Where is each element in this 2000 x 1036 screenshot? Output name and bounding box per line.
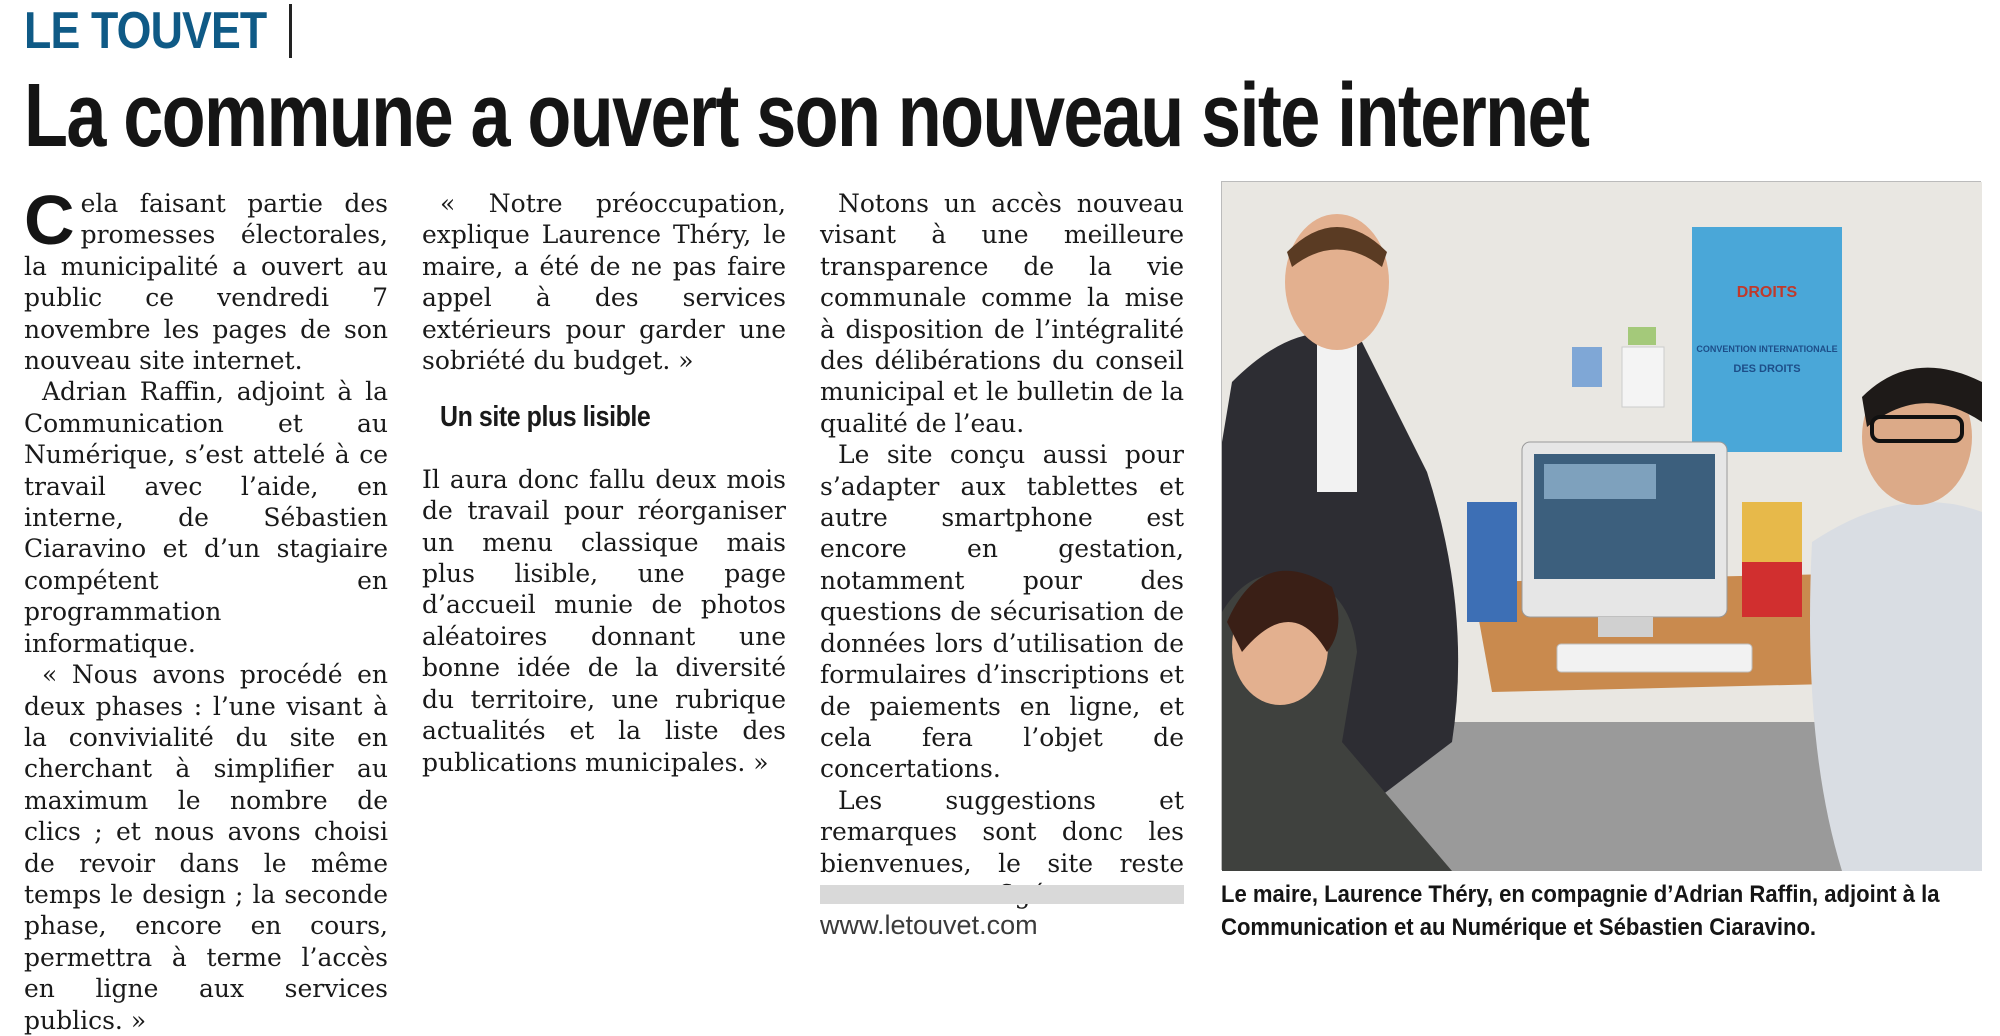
section-kicker-wrap bbox=[24, 2, 306, 60]
poster-line-1: CONVENTION INTERNATIONALE bbox=[1696, 344, 1838, 354]
wall-note-1 bbox=[1572, 347, 1602, 387]
paragraph-1 bbox=[24, 181, 388, 376]
article-column-2 bbox=[422, 188, 786, 778]
person-center-shirt bbox=[1317, 342, 1357, 492]
binders-blue bbox=[1467, 502, 1517, 622]
paragraph-8: Les suggestions et remarques sont donc les bienvenues, le site reste bbox=[820, 785, 1184, 878]
poster bbox=[1692, 227, 1842, 452]
kicker-divider bbox=[289, 4, 292, 58]
photo-illustration bbox=[1222, 182, 1982, 871]
article-photo bbox=[1221, 181, 1981, 870]
website-rule bbox=[820, 885, 1184, 904]
paragraph-5: Il aura donc fallu deux mois de travail pour réorganiser un menu classique mais plus lisible, une page d’accueil munie de photos aléatoires donnant une bonne idée de la diversité du territoire, une rubrique actualités et la liste des publications municipales. » bbox=[422, 464, 786, 777]
person-right-shirt bbox=[1810, 502, 1982, 871]
screen-banner bbox=[1544, 464, 1656, 499]
article-column-1 bbox=[24, 181, 388, 1036]
paragraph-2: Adrian Raffin, adjoint à la Communication et au Numérique, s’est attelé à ce travail avec l’aide, en interne, de Sébastien Ciaravino et d’un stagiaire compétent en programmation informatique. bbox=[24, 377, 388, 658]
wall-note-2 bbox=[1628, 327, 1656, 345]
section-kicker: LE TOUVET bbox=[24, 2, 267, 60]
caption-line-2: Communication et au Numérique et Sébastien Ciaravino. bbox=[1221, 914, 1817, 941]
paragraph-4: « Notre préoccupation, explique Laurence Théry, le maire, a été de ne pas faire appel à des services extérieurs pour garder une sobriété du budget. » bbox=[422, 189, 786, 376]
photo-caption bbox=[1221, 878, 1940, 944]
wall-sheet bbox=[1622, 347, 1664, 407]
article-column-3 bbox=[820, 188, 1184, 910]
article-headline: La commune a ouvert son nouveau site internet bbox=[24, 66, 1589, 166]
paragraph-6: Notons un accès nouveau visant à une meilleure transparence de la vie communale comme la mise à disposition de l’intégralité des délibérations du conseil municipal et le bulletin de la qualité de l’eau. bbox=[820, 189, 1184, 438]
poster-line-2: DES DROITS bbox=[1733, 363, 1801, 375]
article-subhead: Un site plus lisible bbox=[440, 401, 651, 434]
paragraph-1-text: ela faisant partie des promesses électorales, la municipalité a ouvert au public ce vendredi 7 novembre les pages de son nouveau site internet. bbox=[24, 189, 388, 376]
poster-title: DROITS bbox=[1736, 284, 1798, 301]
poster-background bbox=[1692, 227, 1842, 452]
caption-line-1: Le maire, Laurence Théry, en compagnie d’Adrian Raffin, adjoint à la bbox=[1221, 881, 1940, 908]
monitor-stand bbox=[1598, 617, 1653, 637]
keyboard bbox=[1557, 644, 1752, 672]
drop-cap: C bbox=[24, 181, 75, 259]
binder-box-red bbox=[1742, 562, 1802, 617]
paragraph-3: « Nous avons procédé en deux phases : l’une visant à la convivialité du site en cherchant à simplifier au maximum le nombre de clics ; et nous avons choisi de revoir dans le même temps le design ; la seconde phase, encore en cours, permettra à terme l’accès en ligne aux services publics. » bbox=[24, 660, 388, 1035]
website-url: www.letouvet.com bbox=[820, 910, 1038, 940]
paragraph-7: Le site conçu aussi pour s’adapter aux tablettes et autre smartphone est encore en gestation, notamment pour des questions de sécurisation de données lors d’utilisation de formulaires d’inscriptions et de paiements en ligne, et cela fera l’objet de concertations. bbox=[820, 440, 1184, 784]
